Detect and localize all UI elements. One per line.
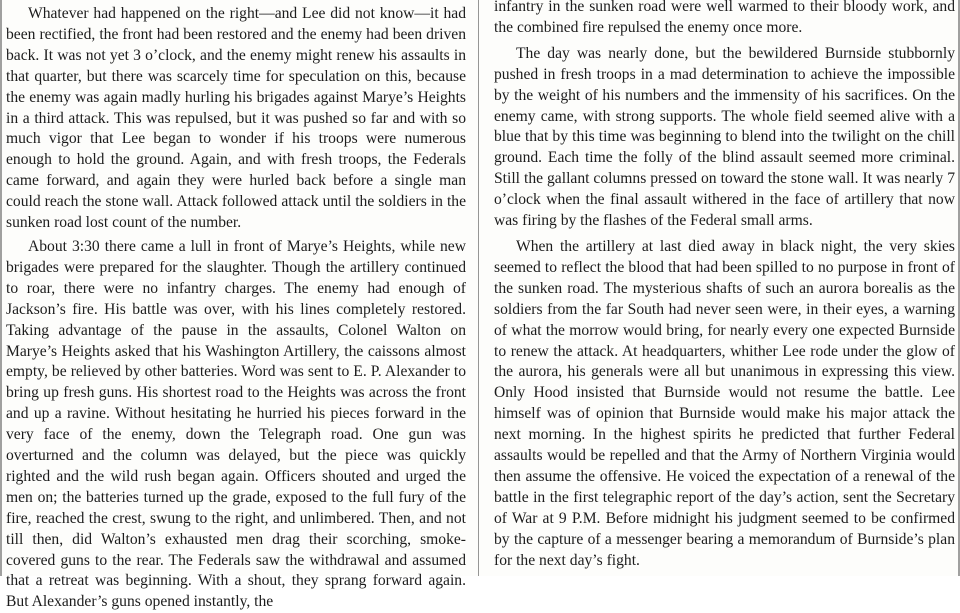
left-text-column (6, 4, 466, 613)
paragraph-burnside-assaults: The day was nearly done, but the bewildered Burnside stubbornly pushed in fresh troops in a mad determination to achieve the impossible by the weight of his numbers and the immensity of his sacrifices. On the enemy came, with strong supports. The whole field seemed alive with a blue that by this time was beginning to blend into the twilight on the chill ground. Each time the folly of the blind assault seemed more criminal. Still the gallant columns pressed on toward the stone wall. It was nearly 7 o’clock when the final assault withered in the face of artillery that now was firing by the flashes of the Federal small arms. (494, 44, 955, 230)
paragraph-aurora-night: When the artillery at last died away in black night, the very skies seemed to reflect the blood that had been spilled to no purpose in front of the sunken road. The mysterious shafts of such an aurora borealis as the soldiers from the far South had never seen were, in their eyes, a warning of what the morrow would bring, for nearly every one expected Burnside to renew the attack. At headquarters, whither Lee rode under the glow of the aurora, his generals were all but unanimous in expressing this view. Only Hood insisted that Burnside would not resume the battle. Lee himself was of opinion that Burnside would make his major attack the next morning. In the highest spirits he predicted that further Federal assaults would be repelled and that the Army of Northern Virginia would then assume the offensive. He voiced the expectation of a renewal of the battle in the first telegraphic report of the day’s action, sent the Secretary of War at 9 P.M. Before midnight his judgment seemed to be confirmed by the capture of a messenger bearing a memorandum of Burnside’s plan for the next day’s fight. (494, 237, 955, 569)
paragraph-third-attack: Whatever had happened on the right—and Lee did not know—it had been rectified, the front had been restored and the enemy had been driven back. It was not yet 3 o’clock, and the enemy might renew his assaults in that quarter, but there was scarcely time for speculation on this, because the enemy was again madly hurling his brigades against Marye’s Heights in a third attack. This was repulsed, but it was pushed so far and with so much vigor that Lee began to wonder if his troops were numerous enough to hold the ground. Again, and with fresh troops, the Federals came forward, and again they were hurled back before a single man could reach the stone wall. Attack followed attack until the soldiers in the sunken road lost count of the number. (6, 5, 466, 232)
scan-edge-left (0, 0, 2, 576)
column-divider (478, 0, 479, 576)
right-text-column (494, 0, 955, 571)
paragraph-lull-marye-heights: About 3:30 there came a lull in front of Marye’s Heights, while new brigades were prepared for the slaughter. Though the artillery continued to roar, there were no infantry charges. The enemy had enough of Jackson’s fire. His battle was over, with his lines completely restored. Taking advantage of the pause in the assaults, Colonel Walton on Marye’s Heights asked that his Washington Artillery, the caissons almost empty, be relieved by other batteries. Word was sent to E. P. Alexander to bring up fresh guns. His shortest road to the Heights was across the front and up a ravine. Without hesitating he hurried his pieces forward in the very face of the enemy, down the Telegraph road. One gun was overturned and the column was delayed, but the piece was quickly righted and the wild rush began again. Officers shouted and urged the men on; the batteries turned up the grade, exposed to the full fury of the fire, reached the crest, swung to the right, and unlimbered. Then, and not till then, did Walton’s exhausted men drag their scorching, smoke-covered guns to the rear. The Federals saw the withdrawal and assumed that a retreat was beginning. With a shout, they sprang forward again. But Alexander’s guns opened instantly, the (6, 237, 466, 611)
paragraph-continuation: infantry in the sunken road were well warmed to their bloody work, and the combined fire repulsed the enemy once more. (494, 0, 955, 36)
